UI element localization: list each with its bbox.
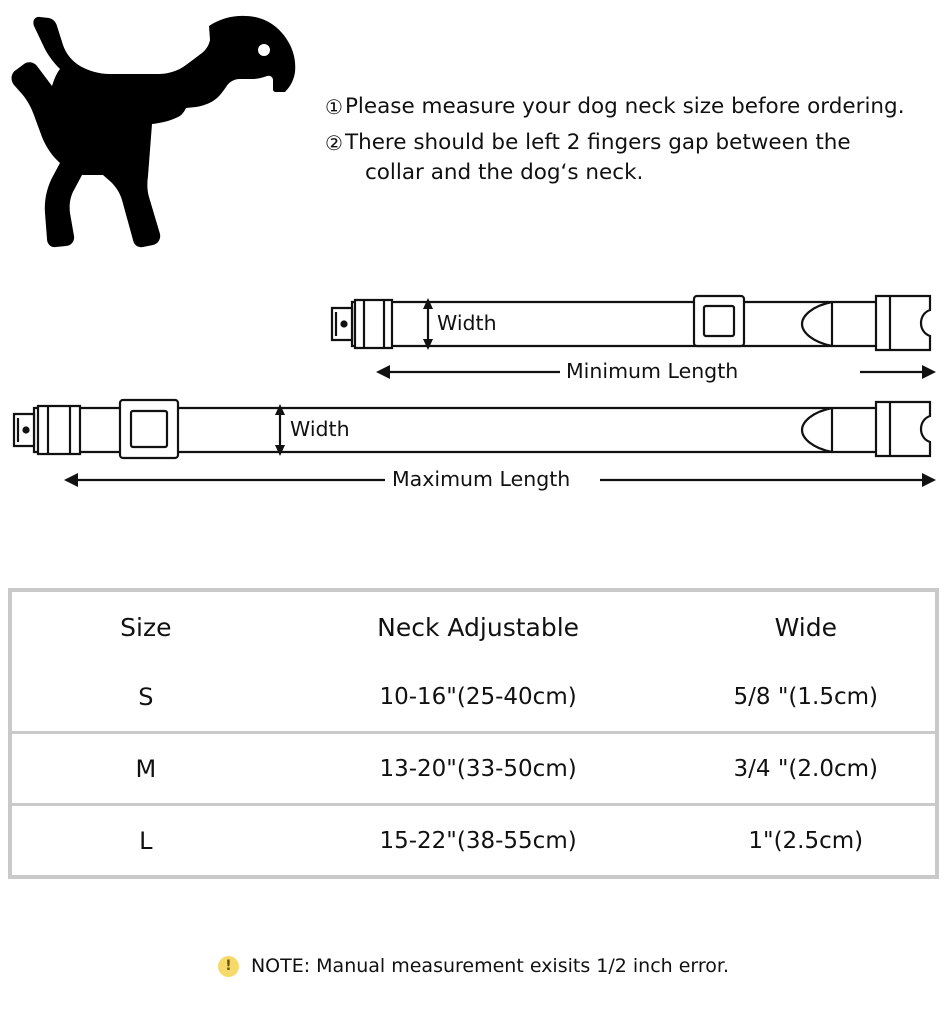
cell-wide: 5/8 "(1.5cm) <box>677 662 935 733</box>
table-row <box>12 805 935 876</box>
size-table <box>12 592 935 875</box>
cell-wide: 3/4 "(2.0cm) <box>677 733 935 805</box>
instruction-marker-2: ② <box>325 131 343 155</box>
dog-silhouette-icon <box>8 8 308 268</box>
table-row <box>12 662 935 733</box>
width-label-bottom: Width <box>290 417 350 441</box>
instruction-list <box>325 92 937 194</box>
instruction-item-2 <box>325 128 937 188</box>
exclamation-icon: ! <box>218 956 239 977</box>
table-row <box>12 733 935 805</box>
instruction-marker-1: ① <box>325 95 343 119</box>
cell-neck: 13-20"(33-50cm) <box>280 733 677 805</box>
cell-neck: 15-22"(38-55cm) <box>280 805 677 876</box>
cell-size: S <box>12 662 280 733</box>
cell-size: M <box>12 733 280 805</box>
note-text: NOTE: Manual measurement exisits 1/2 inch error. <box>250 955 730 977</box>
maximum-length-label: Maximum Length <box>392 467 571 491</box>
column-header-size: Size <box>12 592 280 662</box>
instruction-text-2: There should be left 2 fingers gap between the <box>344 130 851 155</box>
collar-diagram-section <box>0 280 947 572</box>
size-table-container <box>8 588 939 879</box>
cell-neck: 10-16"(25-40cm) <box>280 662 677 733</box>
cell-wide: 1"(2.5cm) <box>677 805 935 876</box>
instruction-text-2-continued: collar and the dog‘s neck. <box>364 160 644 185</box>
cell-size: L <box>12 805 280 876</box>
instruction-item-1 <box>325 92 937 122</box>
note-row <box>0 955 947 977</box>
column-header-wide: Wide <box>677 592 935 662</box>
column-header-neck-adjustable: Neck Adjustable <box>280 592 677 662</box>
table-header-row <box>12 592 935 662</box>
minimum-length-label: Minimum Length <box>566 359 739 383</box>
width-label-top: Width <box>437 311 497 335</box>
instruction-text-1: Please measure your dog neck size before ordering. <box>344 94 905 119</box>
instruction-section <box>0 0 947 280</box>
